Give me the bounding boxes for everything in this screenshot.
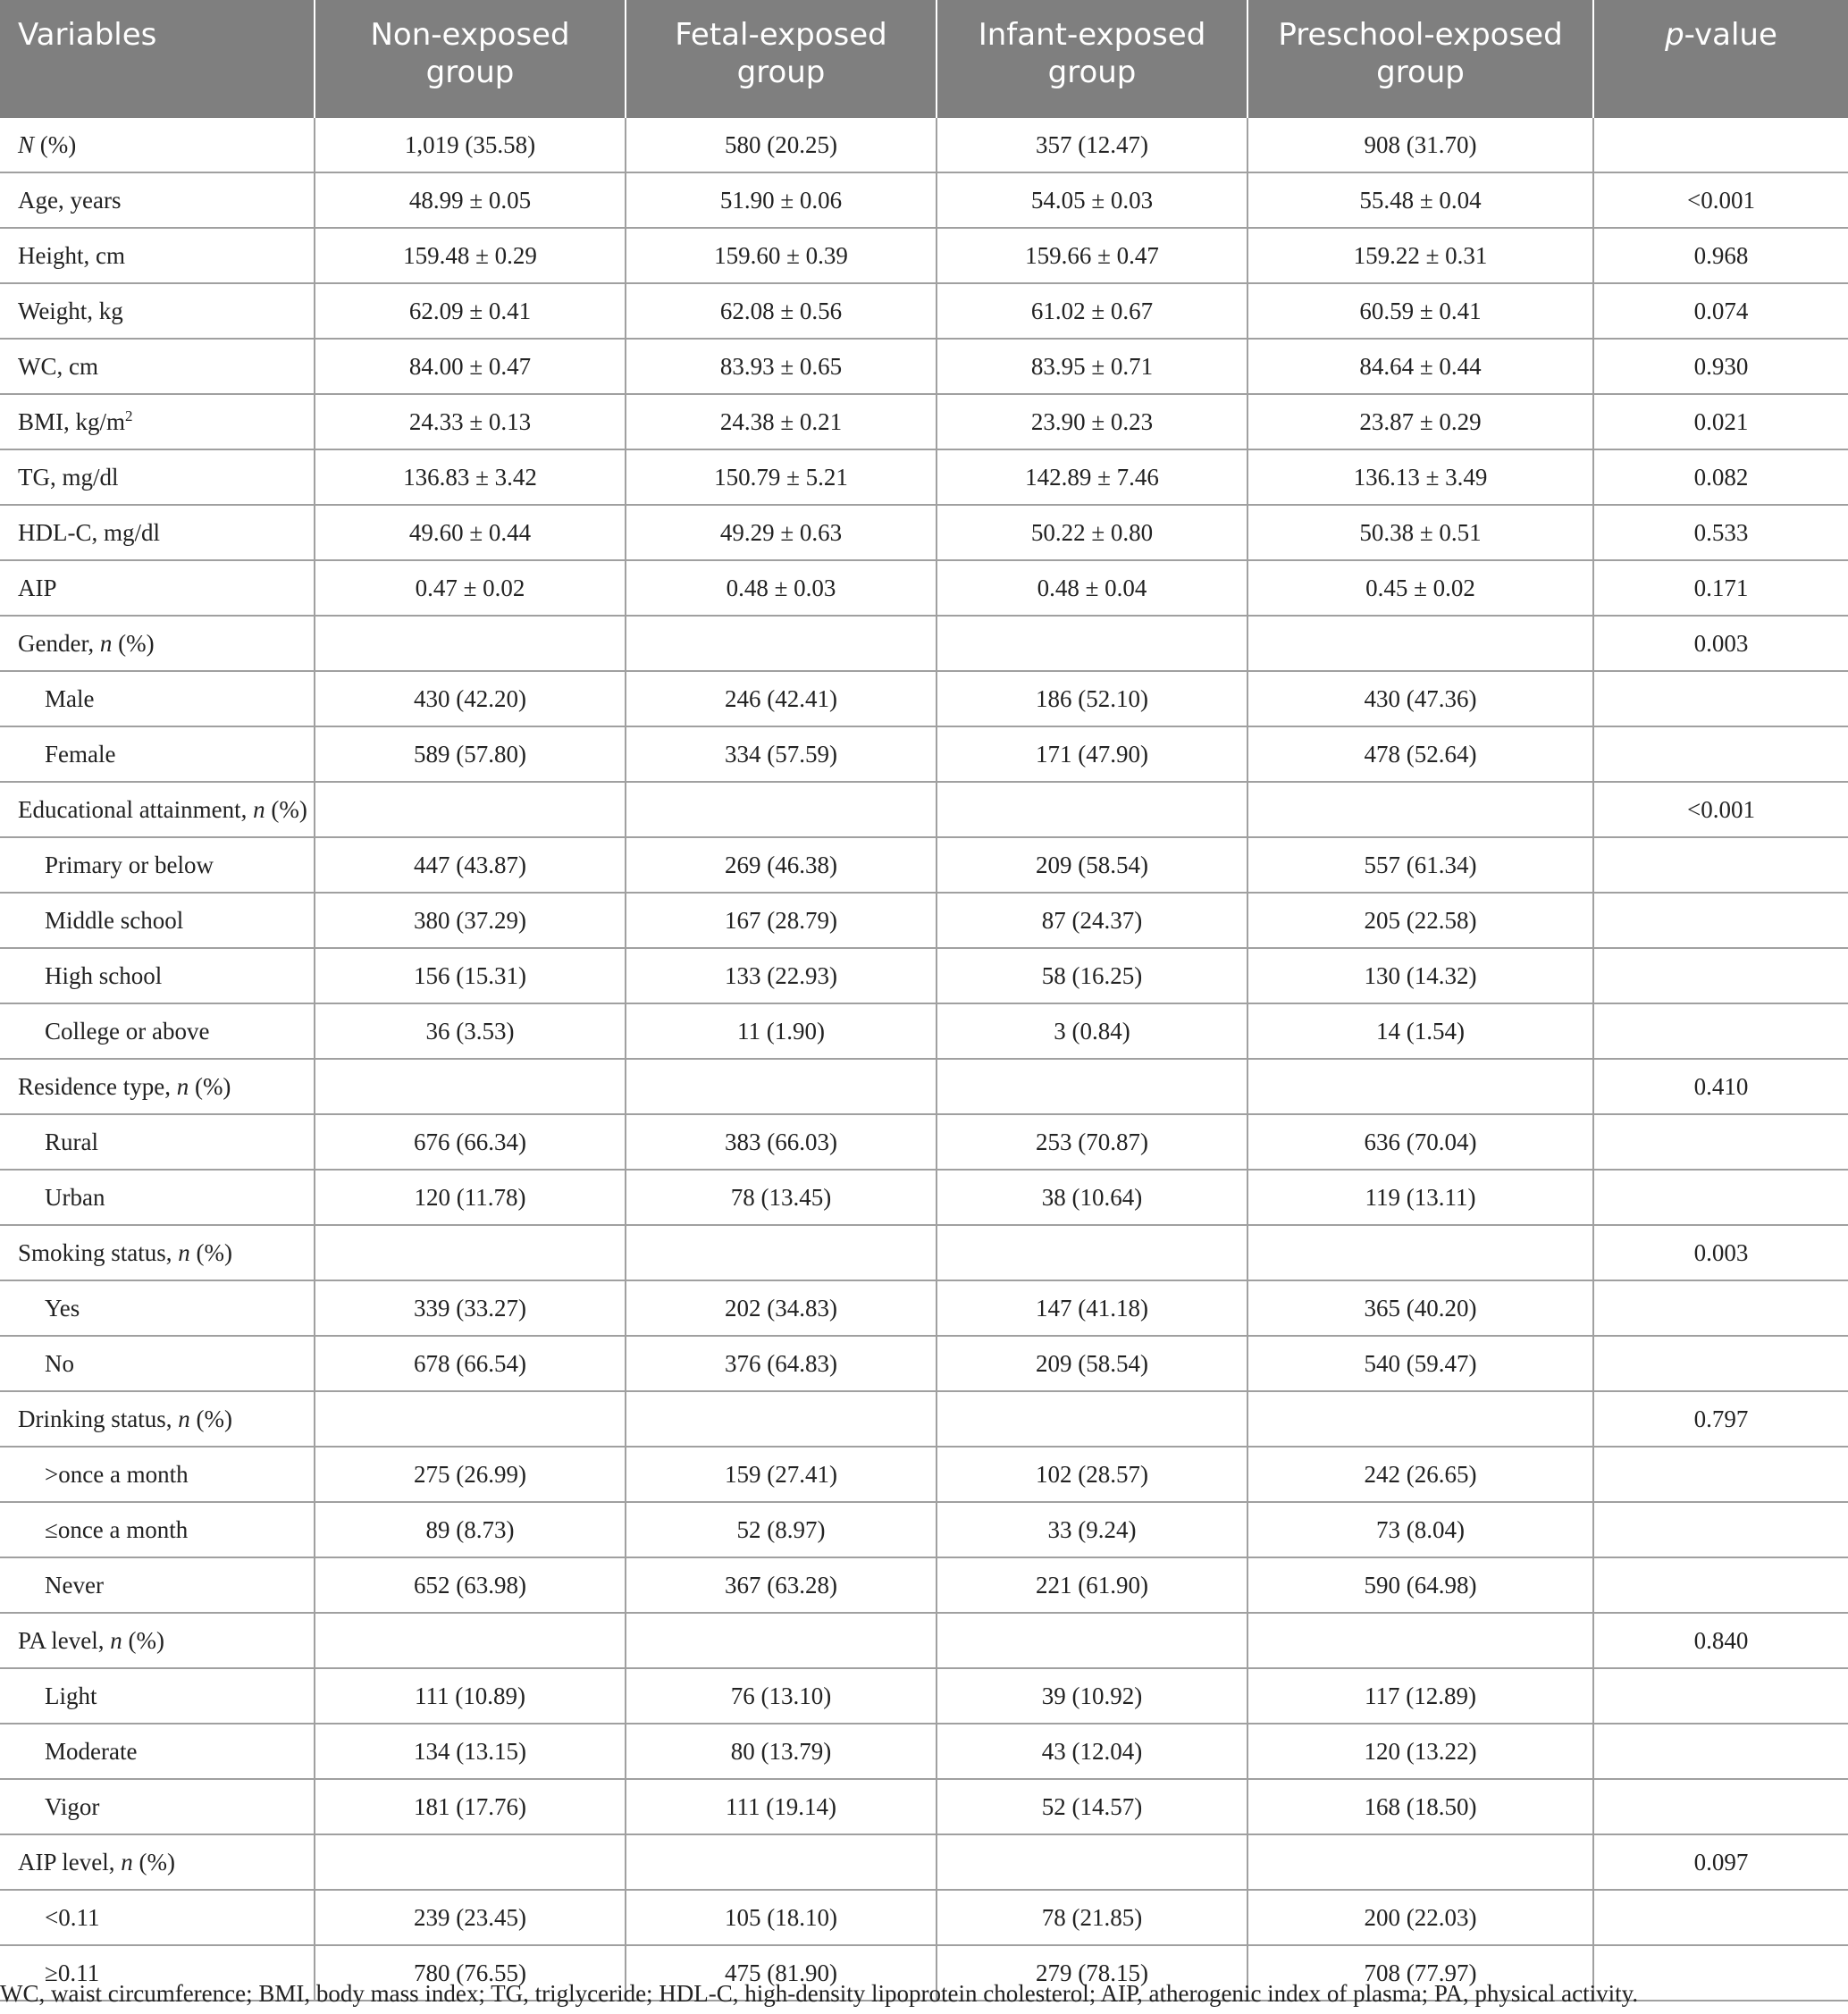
cell-preschool-exposed: 120 (13.22) xyxy=(1247,1724,1593,1779)
cell-preschool-exposed: 590 (64.98) xyxy=(1247,1557,1593,1613)
table-row xyxy=(0,1170,1848,1225)
cell-infant-exposed: 52 (14.57) xyxy=(937,1779,1247,1834)
cell-preschool-exposed: 168 (18.50) xyxy=(1247,1779,1593,1834)
cell-preschool-exposed xyxy=(1247,782,1593,837)
row-label: Smoking status, n (%) xyxy=(0,1225,315,1280)
row-label: >once a month xyxy=(0,1447,315,1502)
cell-p-value xyxy=(1593,1724,1848,1779)
table-row xyxy=(0,1834,1848,1890)
cell-fetal-exposed xyxy=(626,1834,937,1890)
cell-infant-exposed: 357 (12.47) xyxy=(937,118,1247,172)
cell-infant-exposed: 87 (24.37) xyxy=(937,893,1247,948)
cell-non-exposed: 0.47 ± 0.02 xyxy=(315,560,626,616)
cell-fetal-exposed: 80 (13.79) xyxy=(626,1724,937,1779)
cell-non-exposed: 156 (15.31) xyxy=(315,948,626,1003)
cell-infant-exposed: 58 (16.25) xyxy=(937,948,1247,1003)
table-row xyxy=(0,1557,1848,1613)
cell-preschool-exposed: 50.38 ± 0.51 xyxy=(1247,505,1593,560)
row-label: Primary or below xyxy=(0,837,315,893)
cell-fetal-exposed: 246 (42.41) xyxy=(626,671,937,726)
header-non-exposed: Non-exposed group xyxy=(315,0,626,118)
cell-p-value xyxy=(1593,1114,1848,1170)
cell-fetal-exposed: 475 (81.90) xyxy=(626,1945,937,2001)
cell-p-value xyxy=(1593,118,1848,172)
cell-infant-exposed: 23.90 ± 0.23 xyxy=(937,394,1247,449)
cell-p-value: 0.021 xyxy=(1593,394,1848,449)
cell-fetal-exposed: 202 (34.83) xyxy=(626,1280,937,1336)
table-row xyxy=(0,1502,1848,1557)
cell-fetal-exposed: 159.60 ± 0.39 xyxy=(626,228,937,283)
cell-infant-exposed: 33 (9.24) xyxy=(937,1502,1247,1557)
cell-infant-exposed: 43 (12.04) xyxy=(937,1724,1247,1779)
cell-fetal-exposed xyxy=(626,1391,937,1447)
table-row xyxy=(0,782,1848,837)
cell-infant-exposed xyxy=(937,782,1247,837)
table-row xyxy=(0,449,1848,505)
cell-fetal-exposed: 383 (66.03) xyxy=(626,1114,937,1170)
cell-preschool-exposed: 908 (31.70) xyxy=(1247,118,1593,172)
table-row xyxy=(0,1391,1848,1447)
cell-non-exposed: 36 (3.53) xyxy=(315,1003,626,1059)
cell-fetal-exposed: 52 (8.97) xyxy=(626,1502,937,1557)
cell-p-value: 0.003 xyxy=(1593,616,1848,671)
cell-preschool-exposed: 119 (13.11) xyxy=(1247,1170,1593,1225)
cell-non-exposed: 589 (57.80) xyxy=(315,726,626,782)
header-variables: Variables xyxy=(0,0,315,118)
cell-fetal-exposed: 376 (64.83) xyxy=(626,1336,937,1391)
cell-preschool-exposed xyxy=(1247,1613,1593,1668)
cell-infant-exposed: 0.48 ± 0.04 xyxy=(937,560,1247,616)
cell-preschool-exposed: 130 (14.32) xyxy=(1247,948,1593,1003)
cell-p-value xyxy=(1593,1668,1848,1724)
row-label: PA level, n (%) xyxy=(0,1613,315,1668)
cell-non-exposed: 678 (66.54) xyxy=(315,1336,626,1391)
cell-fetal-exposed xyxy=(626,1613,937,1668)
row-label: College or above xyxy=(0,1003,315,1059)
cell-infant-exposed: 221 (61.90) xyxy=(937,1557,1247,1613)
cell-preschool-exposed xyxy=(1247,1834,1593,1890)
cell-p-value: <0.001 xyxy=(1593,782,1848,837)
cell-preschool-exposed: 557 (61.34) xyxy=(1247,837,1593,893)
cell-infant-exposed: 102 (28.57) xyxy=(937,1447,1247,1502)
cell-p-value xyxy=(1593,1280,1848,1336)
row-label: N (%) xyxy=(0,118,315,172)
row-label: High school xyxy=(0,948,315,1003)
table-row xyxy=(0,1114,1848,1170)
cell-p-value: 0.003 xyxy=(1593,1225,1848,1280)
cell-preschool-exposed: 73 (8.04) xyxy=(1247,1502,1593,1557)
row-label: Never xyxy=(0,1557,315,1613)
cell-infant-exposed: 83.95 ± 0.71 xyxy=(937,339,1247,394)
row-label: Residence type, n (%) xyxy=(0,1059,315,1114)
row-label: Height, cm xyxy=(0,228,315,283)
row-label: Moderate xyxy=(0,1724,315,1779)
cell-infant-exposed: 253 (70.87) xyxy=(937,1114,1247,1170)
row-label: Rural xyxy=(0,1114,315,1170)
cell-fetal-exposed: 0.48 ± 0.03 xyxy=(626,560,937,616)
cell-infant-exposed: 3 (0.84) xyxy=(937,1003,1247,1059)
cell-infant-exposed: 209 (58.54) xyxy=(937,1336,1247,1391)
cell-fetal-exposed: 24.38 ± 0.21 xyxy=(626,394,937,449)
cell-preschool-exposed: 636 (70.04) xyxy=(1247,1114,1593,1170)
table-row xyxy=(0,1225,1848,1280)
cell-fetal-exposed: 269 (46.38) xyxy=(626,837,937,893)
cell-preschool-exposed: 205 (22.58) xyxy=(1247,893,1593,948)
cell-non-exposed: 120 (11.78) xyxy=(315,1170,626,1225)
cell-p-value xyxy=(1593,671,1848,726)
cell-fetal-exposed xyxy=(626,1059,937,1114)
table-row xyxy=(0,1336,1848,1391)
table-row xyxy=(0,1003,1848,1059)
table-row xyxy=(0,505,1848,560)
cell-non-exposed: 84.00 ± 0.47 xyxy=(315,339,626,394)
row-label: AIP xyxy=(0,560,315,616)
cell-non-exposed: 134 (13.15) xyxy=(315,1724,626,1779)
cell-infant-exposed xyxy=(937,1391,1247,1447)
cell-preschool-exposed: 242 (26.65) xyxy=(1247,1447,1593,1502)
table-row xyxy=(0,1724,1848,1779)
cell-p-value: 0.797 xyxy=(1593,1391,1848,1447)
row-label: Weight, kg xyxy=(0,283,315,339)
cell-p-value: 0.533 xyxy=(1593,505,1848,560)
cell-infant-exposed: 50.22 ± 0.80 xyxy=(937,505,1247,560)
cell-non-exposed: 676 (66.34) xyxy=(315,1114,626,1170)
cell-preschool-exposed: 117 (12.89) xyxy=(1247,1668,1593,1724)
cell-preschool-exposed: 200 (22.03) xyxy=(1247,1890,1593,1945)
cell-non-exposed xyxy=(315,1834,626,1890)
table-row xyxy=(0,283,1848,339)
cell-fetal-exposed: 83.93 ± 0.65 xyxy=(626,339,937,394)
header-fetal-exposed: Fetal-exposed group xyxy=(626,0,937,118)
row-label: ≥0.11 xyxy=(0,1945,315,2001)
cell-non-exposed xyxy=(315,1059,626,1114)
cell-p-value xyxy=(1593,726,1848,782)
cell-fetal-exposed: 62.08 ± 0.56 xyxy=(626,283,937,339)
cell-infant-exposed: 186 (52.10) xyxy=(937,671,1247,726)
cell-infant-exposed xyxy=(937,616,1247,671)
table-row xyxy=(0,948,1848,1003)
cell-preschool-exposed xyxy=(1247,616,1593,671)
cell-non-exposed: 49.60 ± 0.44 xyxy=(315,505,626,560)
table-row xyxy=(0,1613,1848,1668)
row-label: HDL-C, mg/dl xyxy=(0,505,315,560)
table-row xyxy=(0,1668,1848,1724)
row-label: Educational attainment, n (%) xyxy=(0,782,315,837)
cell-preschool-exposed: 84.64 ± 0.44 xyxy=(1247,339,1593,394)
row-label: AIP level, n (%) xyxy=(0,1834,315,1890)
row-label: Male xyxy=(0,671,315,726)
cell-p-value: <0.001 xyxy=(1593,172,1848,228)
row-label: Female xyxy=(0,726,315,782)
cell-p-value: 0.097 xyxy=(1593,1834,1848,1890)
header-preschool-exposed: Preschool-exposed group xyxy=(1247,0,1593,118)
cell-infant-exposed xyxy=(937,1059,1247,1114)
table-row xyxy=(0,1447,1848,1502)
cell-preschool-exposed xyxy=(1247,1059,1593,1114)
cell-non-exposed: 89 (8.73) xyxy=(315,1502,626,1557)
cell-non-exposed xyxy=(315,616,626,671)
cell-non-exposed xyxy=(315,782,626,837)
cell-fetal-exposed: 78 (13.45) xyxy=(626,1170,937,1225)
cell-non-exposed: 24.33 ± 0.13 xyxy=(315,394,626,449)
cell-non-exposed: 652 (63.98) xyxy=(315,1557,626,1613)
table-row xyxy=(0,726,1848,782)
table-row xyxy=(0,1890,1848,1945)
table-row xyxy=(0,1779,1848,1834)
row-label: WC, cm xyxy=(0,339,315,394)
cell-p-value: 0.410 xyxy=(1593,1059,1848,1114)
cell-p-value xyxy=(1593,1170,1848,1225)
cell-infant-exposed: 171 (47.90) xyxy=(937,726,1247,782)
cell-p-value: 0.968 xyxy=(1593,228,1848,283)
cell-non-exposed: 159.48 ± 0.29 xyxy=(315,228,626,283)
table-row xyxy=(0,228,1848,283)
table-row xyxy=(0,671,1848,726)
cell-infant-exposed xyxy=(937,1834,1247,1890)
cell-infant-exposed: 279 (78.15) xyxy=(937,1945,1247,2001)
cell-preschool-exposed: 23.87 ± 0.29 xyxy=(1247,394,1593,449)
cell-non-exposed: 430 (42.20) xyxy=(315,671,626,726)
cell-fetal-exposed xyxy=(626,1225,937,1280)
table-footnote: WC, waist circumference; BMI, body mass index; TG, triglyceride; HDL-C, high-density lipoprotein cholesterol; AIP, atherogenic index of plasma; PA, physical activity. xyxy=(0,1980,1639,2007)
cell-infant-exposed xyxy=(937,1225,1247,1280)
cell-infant-exposed: 209 (58.54) xyxy=(937,837,1247,893)
row-label: Yes xyxy=(0,1280,315,1336)
row-label: Gender, n (%) xyxy=(0,616,315,671)
cell-preschool-exposed: 365 (40.20) xyxy=(1247,1280,1593,1336)
cell-non-exposed: 447 (43.87) xyxy=(315,837,626,893)
cell-infant-exposed: 78 (21.85) xyxy=(937,1890,1247,1945)
row-label: Drinking status, n (%) xyxy=(0,1391,315,1447)
cell-preschool-exposed: 430 (47.36) xyxy=(1247,671,1593,726)
cell-non-exposed: 136.83 ± 3.42 xyxy=(315,449,626,505)
table-row xyxy=(0,1059,1848,1114)
row-label: Urban xyxy=(0,1170,315,1225)
cell-fetal-exposed: 51.90 ± 0.06 xyxy=(626,172,937,228)
cell-preschool-exposed: 159.22 ± 0.31 xyxy=(1247,228,1593,283)
cell-fetal-exposed xyxy=(626,782,937,837)
table-row xyxy=(0,172,1848,228)
cell-non-exposed: 339 (33.27) xyxy=(315,1280,626,1336)
cell-fetal-exposed: 111 (19.14) xyxy=(626,1779,937,1834)
cell-infant-exposed: 61.02 ± 0.67 xyxy=(937,283,1247,339)
row-label: BMI, $kg/m^2$ xyxy=(0,394,315,449)
cell-non-exposed: 1,019 (35.58) xyxy=(315,118,626,172)
row-label: ≤once a month xyxy=(0,1502,315,1557)
cell-infant-exposed: 142.89 ± 7.46 xyxy=(937,449,1247,505)
cell-p-value xyxy=(1593,893,1848,948)
cell-p-value: 0.171 xyxy=(1593,560,1848,616)
row-label: No xyxy=(0,1336,315,1391)
cell-fetal-exposed: 159 (27.41) xyxy=(626,1447,937,1502)
cell-non-exposed: 380 (37.29) xyxy=(315,893,626,948)
cell-p-value xyxy=(1593,1003,1848,1059)
row-label: <0.11 xyxy=(0,1890,315,1945)
cell-p-value xyxy=(1593,1502,1848,1557)
cell-p-value: 0.074 xyxy=(1593,283,1848,339)
table-row xyxy=(0,394,1848,449)
cell-infant-exposed: 39 (10.92) xyxy=(937,1668,1247,1724)
cell-fetal-exposed: 133 (22.93) xyxy=(626,948,937,1003)
cell-infant-exposed: 54.05 ± 0.03 xyxy=(937,172,1247,228)
cell-preschool-exposed: 0.45 ± 0.02 xyxy=(1247,560,1593,616)
cell-p-value: 0.840 xyxy=(1593,1613,1848,1668)
cell-non-exposed: 780 (76.55) xyxy=(315,1945,626,2001)
table-row xyxy=(0,118,1848,172)
cell-fetal-exposed: 167 (28.79) xyxy=(626,893,937,948)
cell-p-value xyxy=(1593,948,1848,1003)
cell-infant-exposed: 38 (10.64) xyxy=(937,1170,1247,1225)
cell-fetal-exposed: 105 (18.10) xyxy=(626,1890,937,1945)
cell-preschool-exposed: 55.48 ± 0.04 xyxy=(1247,172,1593,228)
cell-non-exposed: 181 (17.76) xyxy=(315,1779,626,1834)
cell-non-exposed: 239 (23.45) xyxy=(315,1890,626,1945)
table-row xyxy=(0,893,1848,948)
cell-preschool-exposed: 136.13 ± 3.49 xyxy=(1247,449,1593,505)
cell-fetal-exposed: 49.29 ± 0.63 xyxy=(626,505,937,560)
cell-non-exposed xyxy=(315,1225,626,1280)
cell-p-value xyxy=(1593,1447,1848,1502)
cell-p-value xyxy=(1593,1557,1848,1613)
table-body xyxy=(0,118,1848,2001)
cell-preschool-exposed: 540 (59.47) xyxy=(1247,1336,1593,1391)
cell-p-value xyxy=(1593,1890,1848,1945)
row-label: TG, mg/dl xyxy=(0,449,315,505)
row-label: Vigor xyxy=(0,1779,315,1834)
cell-p-value xyxy=(1593,1336,1848,1391)
cell-preschool-exposed: 478 (52.64) xyxy=(1247,726,1593,782)
header-p-value: p-value xyxy=(1593,0,1848,118)
cell-fetal-exposed: 334 (57.59) xyxy=(626,726,937,782)
table-row xyxy=(0,339,1848,394)
cell-non-exposed: 275 (26.99) xyxy=(315,1447,626,1502)
row-label: Age, years xyxy=(0,172,315,228)
cell-fetal-exposed: 150.79 ± 5.21 xyxy=(626,449,937,505)
cell-non-exposed: 62.09 ± 0.41 xyxy=(315,283,626,339)
cell-preschool-exposed: 14 (1.54) xyxy=(1247,1003,1593,1059)
table-row xyxy=(0,616,1848,671)
cell-preschool-exposed: 60.59 ± 0.41 xyxy=(1247,283,1593,339)
cell-infant-exposed: 147 (41.18) xyxy=(937,1280,1247,1336)
cell-p-value xyxy=(1593,837,1848,893)
header-infant-exposed: Infant-exposed group xyxy=(937,0,1247,118)
cell-non-exposed: 111 (10.89) xyxy=(315,1668,626,1724)
cell-p-value: 0.930 xyxy=(1593,339,1848,394)
cell-non-exposed xyxy=(315,1391,626,1447)
cell-p-value: 0.082 xyxy=(1593,449,1848,505)
cell-preschool-exposed xyxy=(1247,1225,1593,1280)
cell-preschool-exposed: 708 (77.97) xyxy=(1247,1945,1593,2001)
cell-preschool-exposed xyxy=(1247,1391,1593,1447)
table-row xyxy=(0,1280,1848,1336)
cell-infant-exposed: 159.66 ± 0.47 xyxy=(937,228,1247,283)
table-row xyxy=(0,560,1848,616)
cell-fetal-exposed: 11 (1.90) xyxy=(626,1003,937,1059)
row-label: Light xyxy=(0,1668,315,1724)
cell-infant-exposed xyxy=(937,1613,1247,1668)
cell-fetal-exposed: 76 (13.10) xyxy=(626,1668,937,1724)
cell-non-exposed xyxy=(315,1613,626,1668)
table-row xyxy=(0,837,1848,893)
cell-fetal-exposed xyxy=(626,616,937,671)
cell-non-exposed: 48.99 ± 0.05 xyxy=(315,172,626,228)
row-label: Middle school xyxy=(0,893,315,948)
cell-fetal-exposed: 580 (20.25) xyxy=(626,118,937,172)
cell-p-value xyxy=(1593,1779,1848,1834)
cell-fetal-exposed: 367 (63.28) xyxy=(626,1557,937,1613)
header-row xyxy=(0,0,1848,118)
